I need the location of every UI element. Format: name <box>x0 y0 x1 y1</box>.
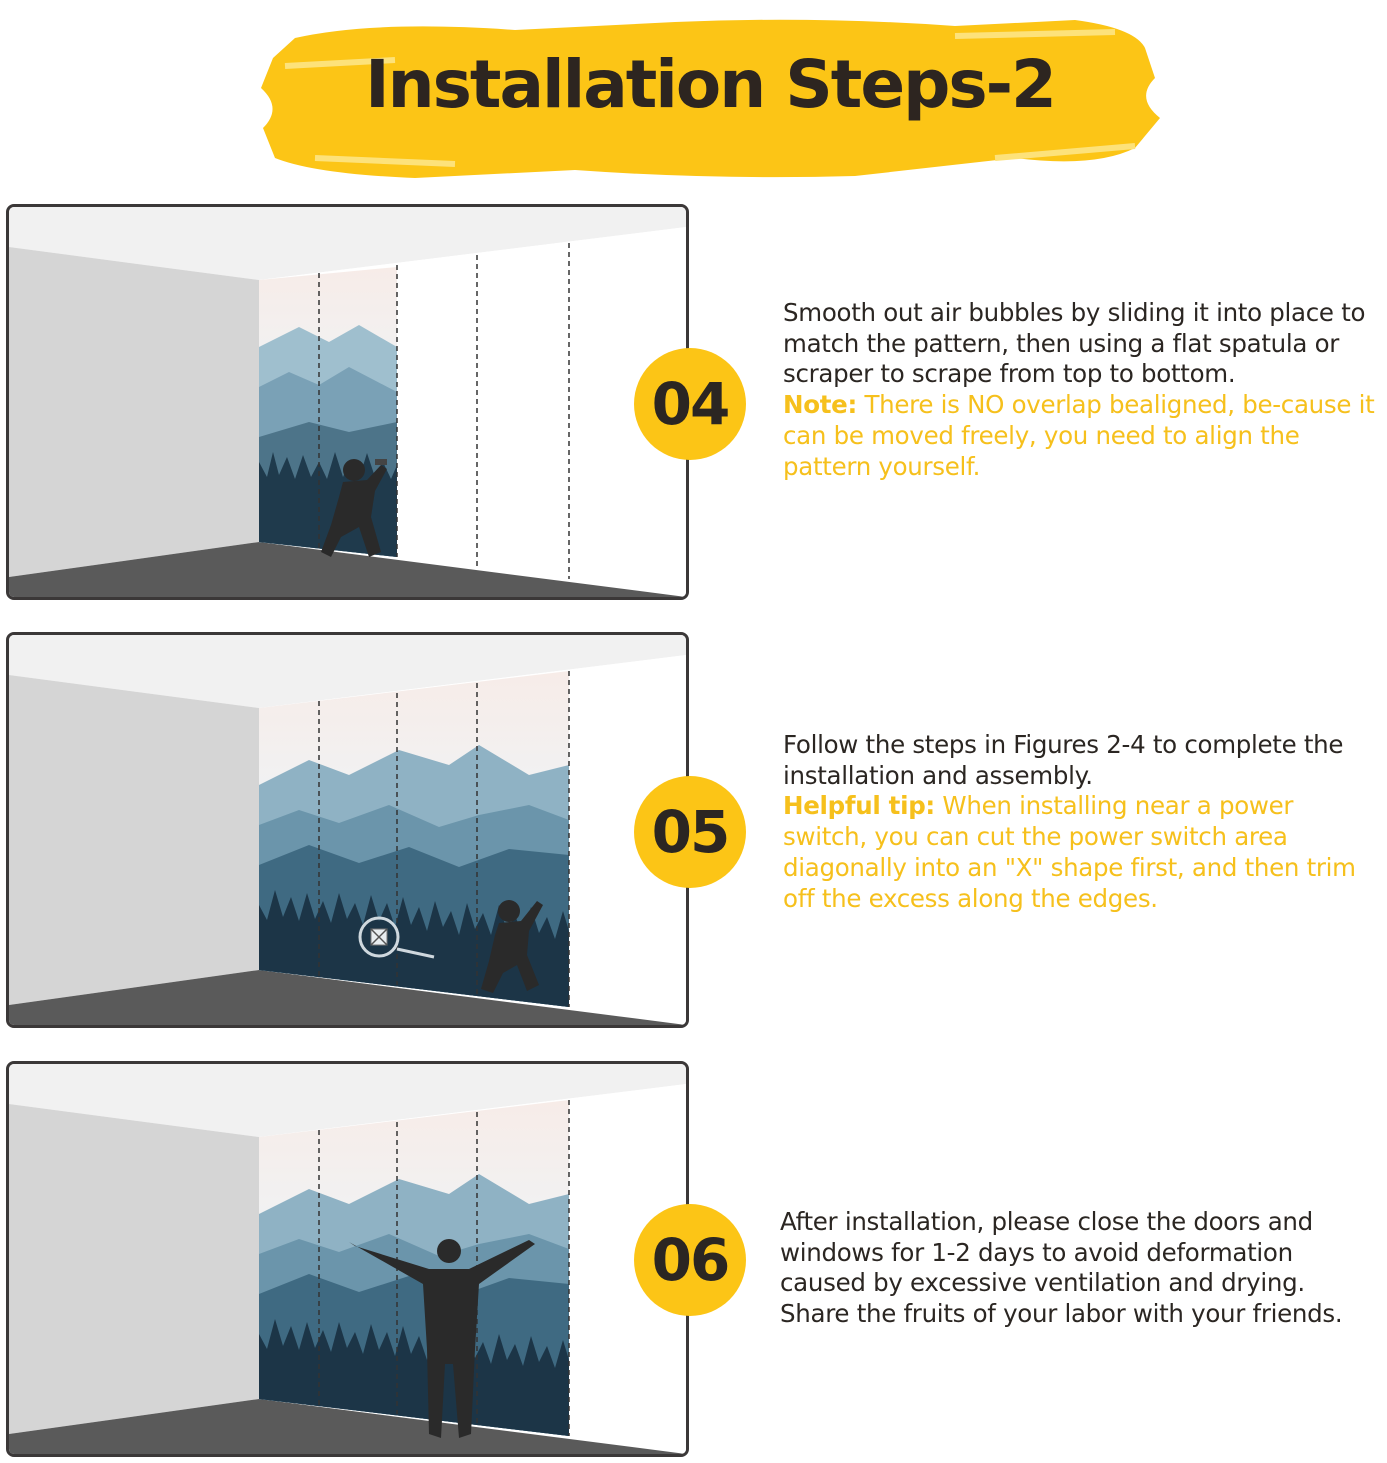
step-text: Smooth out air bubbles by sliding it into place to match the pattern, then using a flat spatula or scraper to scrape from top to bottom. <box>783 298 1366 389</box>
scene-step-04 <box>6 204 689 600</box>
step-badge-06: 06 <box>634 1204 746 1316</box>
step-description-04 <box>783 298 1383 482</box>
room-illustration <box>9 207 686 597</box>
step-description-06 <box>780 1207 1380 1330</box>
page-title: Installation Steps-2 <box>365 46 1055 123</box>
step-description-05 <box>783 730 1383 914</box>
step-text: After installation, please close the doors and windows for 1-2 days to avoid deformation caused by excessive ventilation and drying. <box>780 1207 1313 1298</box>
step-text: Follow the steps in Figures 2-4 to complete the installation and assembly. <box>783 730 1344 790</box>
note-label: Note: <box>783 390 857 420</box>
title-banner <box>255 8 1165 188</box>
scene-step-06 <box>6 1061 689 1457</box>
step-badge-04: 04 <box>634 348 746 460</box>
wallpaper-panel <box>259 267 397 557</box>
scene-step-05 <box>6 632 689 1028</box>
room-illustration <box>9 635 686 1025</box>
room-illustration <box>9 1064 686 1454</box>
step-text-2: Share the fruits of your labor with your friends. <box>780 1299 1343 1329</box>
tip-text: When installing near a power switch, you can cut the power switch area diagonally into an "X" shape first, and then trim off the excess along the edges. <box>783 791 1356 913</box>
note-text: There is NO overlap bealigned, be-cause it can be moved freely, you need to align the pattern yourself. <box>783 390 1375 481</box>
tip-label: Helpful tip: <box>783 791 935 821</box>
step-badge-05: 05 <box>634 776 746 888</box>
